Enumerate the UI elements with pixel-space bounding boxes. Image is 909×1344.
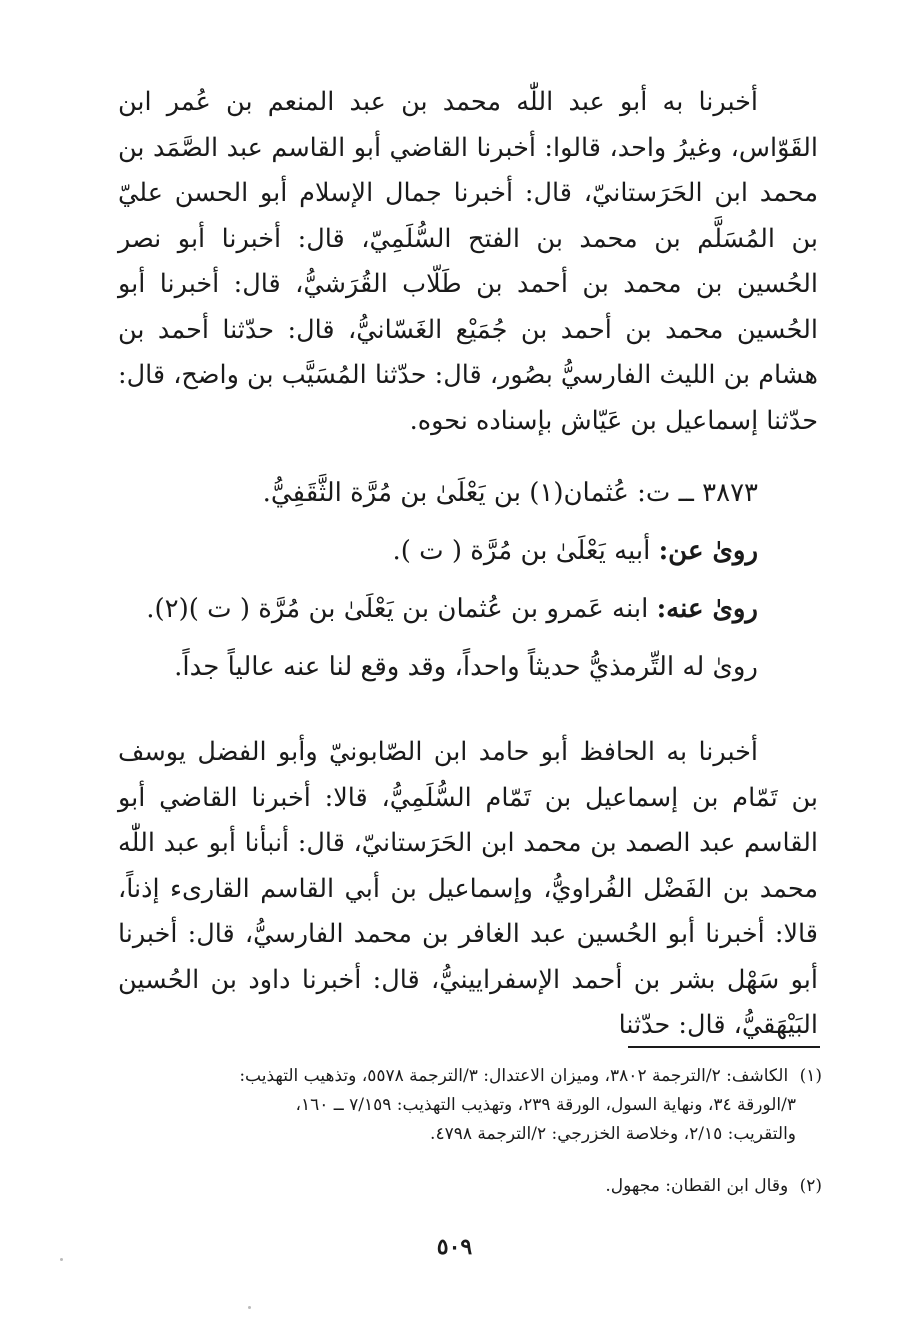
text-line: قال: حدّثنا المُسَيَّب بن واضح، قال: حدّثنا إسماعيل بن عَيّاش بإسناده — [118, 360, 818, 436]
footnote-line: والتقريب: ٢/١٥، وخلاصة الخزرجي: ٢/الترجمة ٤٧٩٨. — [430, 1124, 796, 1144]
text-line: أخبرنا به الحافظ أبو حامد ابن الصّابونيّ وأبو الفضل يوسف بن — [118, 737, 819, 813]
narrated-from-label: روىٰ عن: — [658, 536, 758, 566]
text-line: محمد بن الفتح السُّلَمِيّ، قال: أخبرنا أبو نصر الحُسين بن محمد بن — [118, 223, 818, 299]
page-number: ٥٠٩ — [436, 1234, 473, 1260]
footnote-divider — [628, 1046, 820, 1048]
footnote-1 — [118, 1062, 822, 1149]
text-line: أحمد الإسفرايينيُّ، قال: أخبرنا داود بن الحُسين البَيْهَقيُّ، قال: حدّثنا — [118, 964, 818, 1040]
chain-paragraph-1 — [118, 80, 818, 444]
text-line: نحوه. — [409, 405, 468, 436]
footnote-mark: (١) — [799, 1066, 822, 1086]
biography-entry — [118, 464, 818, 696]
footnote-line: وقال ابن القطان: مجهول. — [605, 1176, 789, 1196]
scan-speck — [248, 1306, 251, 1309]
text-line: أحمد بن طَلّاب القُرَشيُّ، قال: أخبرنا أبو الحُسين محمد بن أحمد بن — [118, 269, 818, 345]
entry-note: روىٰ له التِّرمذيُّ حديثاً واحداً، وقد وقع لنا عنه عالياً جداً. — [174, 652, 758, 682]
footnote-line: ٣/الورقة ٣٤، ونهاية السول، الورقة ٢٣٩، وتهذيب التهذيب: ٧/١٥٩ ــ ١٦٠، — [295, 1095, 796, 1115]
text-line: الحَرَستانيّ، قال: أخبرنا جمال الإسلام أبو الحسن عليّ بن المُسَلَّم بن — [118, 178, 818, 254]
text-line: تَمّام بن إسماعيل بن تَمّام السُّلَمِيُّ، قالا: أخبرنا القاضي أبو القاسم — [118, 782, 818, 858]
narrated-from-text: أبيه يَعْلَىٰ بن مُرَّة ( ت ). — [392, 536, 651, 566]
narrated-by-line — [118, 580, 758, 638]
scan-speck — [60, 1258, 63, 1261]
text-line: جُمَيْع الغَسّانيُّ، قال: حدّثنا أحمد بن هشام بن الليث الفارسيُّ بصُور، — [118, 314, 818, 390]
narrated-by-text: ابنه عَمرو بن عُثمان بن يَعْلَىٰ بن مُرَّة ( ت )(٢). — [146, 594, 649, 624]
footnote-line: الكاشف: ٢/الترجمة ٣٨٠٢، وميزان الاعتدال: ٣/الترجمة ٥٥٧٨، وتذهيب التهذيب: — [239, 1066, 789, 1086]
text-line: الفَضْل الفُراويُّ، وإسماعيل بن أبي القاسم القارىء إذناً، قالا: أخبرنا — [118, 873, 818, 949]
narrated-from-line — [118, 522, 758, 580]
text-line: عبد الصمد بن محمد ابن الحَرَستانيّ، قال: أنبأنا أبو عبد اللّٰه محمد بن — [118, 828, 818, 904]
entry-heading: ٣٨٧٣ ــ ت: عُثمان(١) بن يَعْلَىٰ بن مُرَّة الثَّقَفِيُّ. — [262, 478, 758, 508]
narrated-by-label: روىٰ عنه: — [656, 594, 758, 624]
footnote-mark: (٢) — [799, 1176, 822, 1196]
text-line: وغيرُ واحد، قالوا: أخبرنا القاضي أبو القاسم عبد الصَّمَد بن محمد ابن — [118, 132, 819, 208]
text-line: أخبرنا به أبو عبد اللّٰه محمد بن عبد المنعم بن عُمر ابن القَوّاس، — [118, 87, 818, 163]
footnote-2 — [118, 1172, 822, 1201]
chain-paragraph-2 — [118, 730, 818, 1049]
text-line: أبو الحُسين عبد الغافر بن محمد الفارسيُّ، قال: أخبرنا أبو سَهْل بشر بن — [118, 919, 818, 995]
